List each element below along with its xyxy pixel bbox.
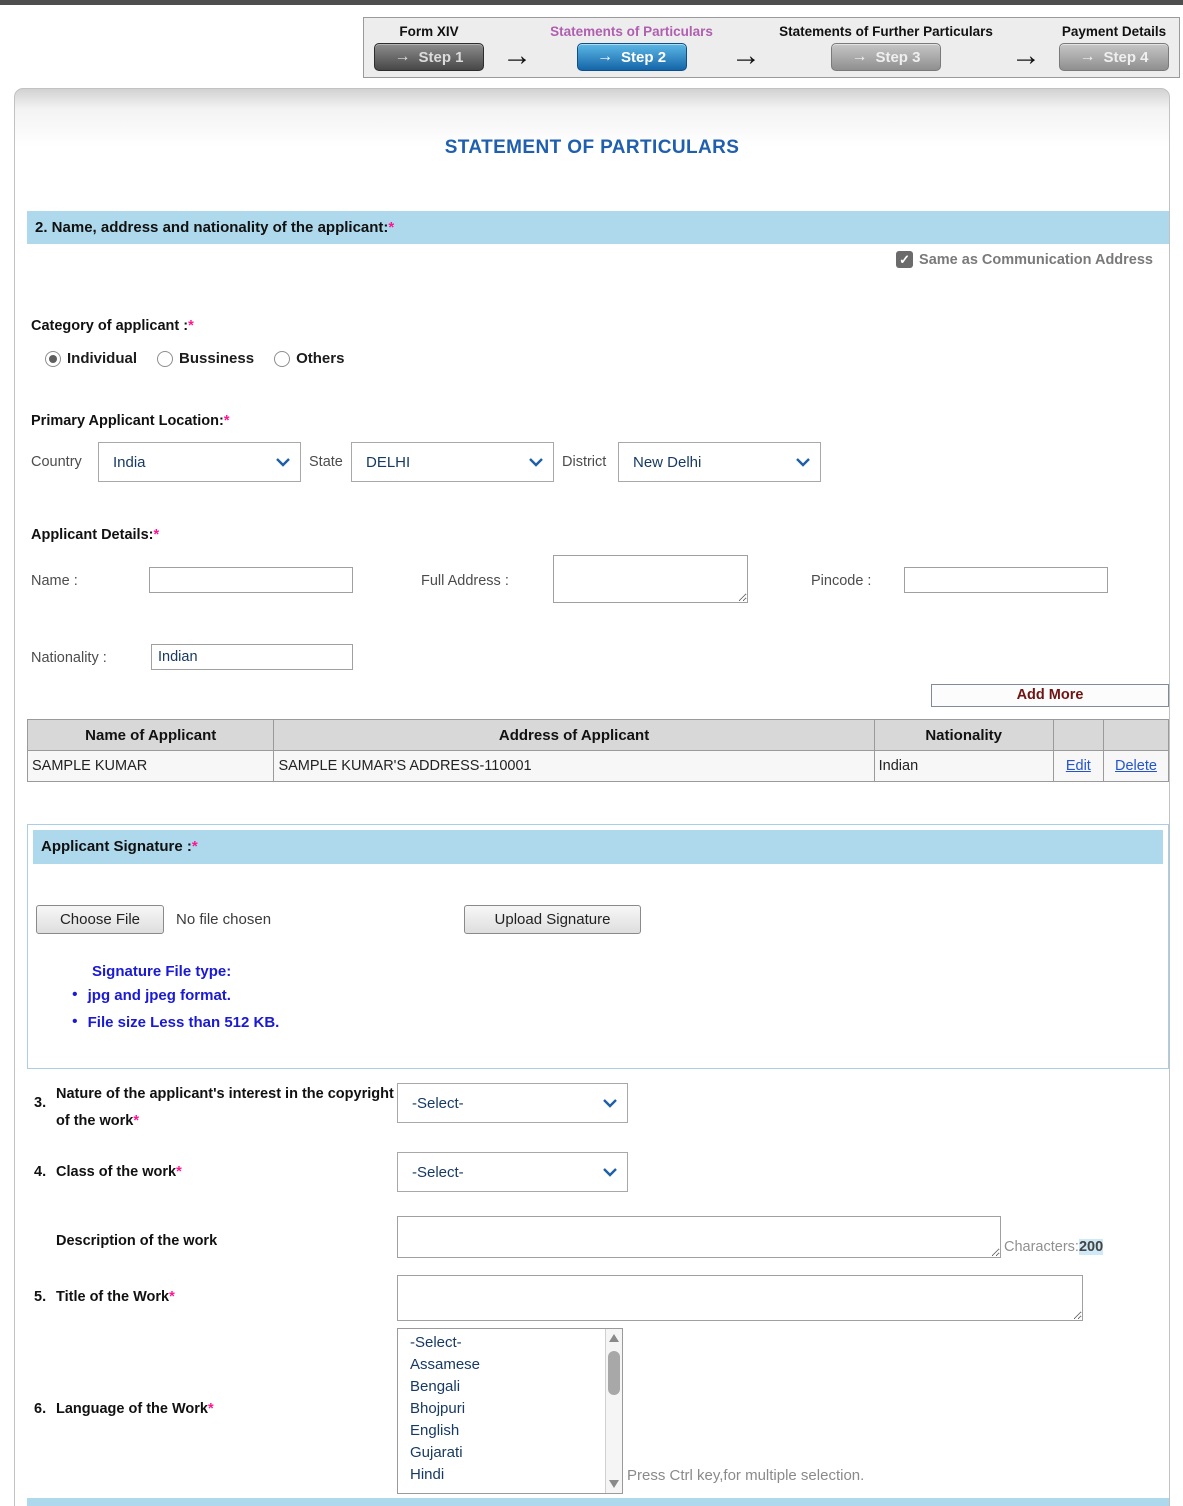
form-panel <box>14 88 1170 1506</box>
class-of-work-select-value: -Select- <box>412 1163 464 1181</box>
radio-others-label: Others <box>296 350 345 367</box>
chevron-down-icon <box>276 458 290 467</box>
delete-link[interactable]: Delete <box>1115 758 1157 774</box>
details-label-text: Applicant Details: <box>31 527 154 543</box>
listbox-scrollbar[interactable] <box>605 1329 622 1493</box>
signature-header-text: Applicant Signature : <box>41 838 192 855</box>
item4-label-text: Class of the work <box>56 1164 177 1180</box>
location-label <box>31 413 229 429</box>
name-input[interactable] <box>149 567 353 593</box>
item3-number: 3. <box>34 1095 47 1111</box>
step-2-button[interactable] <box>577 43 687 71</box>
required-asterisk: * <box>176 1164 182 1180</box>
state-select-value: DELHI <box>366 453 411 471</box>
col-nationality-header: Nationality <box>874 720 1053 751</box>
arrow-icon: → <box>851 48 868 65</box>
step-2-title: Statements of Particulars <box>550 24 713 39</box>
col-delete-header <box>1103 720 1168 751</box>
same-as-communication-label: Same as Communication Address <box>919 251 1153 268</box>
state-select[interactable] <box>351 442 554 482</box>
bullet-icon: • <box>72 1013 78 1030</box>
step-4-title: Payment Details <box>1061 24 1167 39</box>
same-as-communication <box>896 251 1153 268</box>
multi-select-hint: Press Ctrl key,for multiple selection. <box>627 1467 865 1484</box>
pincode-label: Pincode : <box>811 573 872 589</box>
check-icon: ✓ <box>899 251 910 267</box>
arrow-icon: → <box>597 48 614 65</box>
country-select-value: India <box>113 453 146 471</box>
signature-header <box>33 830 1163 864</box>
section-2-header-text: 2. Name, address and nationality of the applicant: <box>35 219 389 236</box>
next-section-header-partial <box>27 1498 1169 1506</box>
stepper <box>363 17 1180 78</box>
location-label-text: Primary Applicant Location: <box>31 413 224 429</box>
step-group-1 <box>374 21 484 71</box>
characters-label: Characters: <box>1004 1239 1079 1255</box>
characters-counter <box>1004 1239 1103 1255</box>
chevron-down-icon <box>796 458 810 467</box>
chevron-down-icon <box>603 1099 617 1108</box>
title-of-work-textarea[interactable] <box>397 1275 1083 1321</box>
country-label: Country <box>31 454 82 470</box>
signature-bullet-1 <box>72 986 231 1004</box>
item3-label-text: Nature of the applicant's interest in the copyright of the work <box>56 1086 394 1129</box>
arrow-icon: → <box>731 39 761 72</box>
radio-others[interactable] <box>274 350 344 367</box>
step-1-button[interactable] <box>374 43 484 71</box>
applicants-table <box>27 719 1169 782</box>
radio-unselected-icon <box>157 351 173 367</box>
district-select-value: New Delhi <box>633 453 702 471</box>
scroll-up-icon[interactable] <box>609 1334 619 1342</box>
district-select[interactable] <box>618 442 821 482</box>
top-border-bar <box>0 0 1183 5</box>
item5-label-text: Title of the Work <box>56 1289 170 1305</box>
radio-individual[interactable] <box>45 350 137 367</box>
signature-bullet-2 <box>72 1013 279 1031</box>
step-4-button[interactable] <box>1059 43 1169 71</box>
step-group-2 <box>550 21 713 71</box>
col-edit-header <box>1053 720 1103 751</box>
required-asterisk: * <box>208 1401 214 1417</box>
district-label: District <box>562 454 607 470</box>
characters-count: 200 <box>1078 1239 1104 1255</box>
arrow-icon: → <box>502 39 533 72</box>
col-name-header: Name of Applicant <box>28 720 274 751</box>
state-label: State <box>309 454 343 470</box>
step-group-4 <box>1059 21 1169 71</box>
item4-number: 4. <box>34 1164 47 1180</box>
choose-file-button[interactable]: Choose File <box>36 905 164 934</box>
required-asterisk: * <box>133 1113 139 1129</box>
full-address-textarea[interactable] <box>553 555 748 603</box>
language-listbox[interactable] <box>397 1328 623 1494</box>
step-4-button-label: Step 4 <box>1103 48 1149 66</box>
pincode-input[interactable] <box>904 567 1108 593</box>
description-label: Description of the work <box>56 1233 218 1249</box>
applicant-address-cell: SAMPLE KUMAR'S ADDRESS-110001 <box>274 751 874 782</box>
step-3-button-label: Step 3 <box>875 48 921 66</box>
step-2-button-label: Step 2 <box>621 48 667 66</box>
applicant-name-cell: SAMPLE KUMAR <box>28 751 274 782</box>
item6-label-text: Language of the Work <box>56 1401 208 1417</box>
interest-select[interactable] <box>397 1083 628 1123</box>
bullet-icon: • <box>72 986 78 1003</box>
language-options <box>398 1332 605 1486</box>
step-1-title: Form XIV <box>399 24 459 39</box>
signature-bullet-2-text: File size Less than 512 KB. <box>87 1013 280 1031</box>
radio-selected-icon <box>45 351 61 367</box>
signature-section <box>27 824 1169 1069</box>
radio-bussiness[interactable] <box>157 350 254 367</box>
signature-file-type-title: Signature File type: <box>92 963 232 980</box>
arrow-icon: → <box>1010 39 1041 72</box>
language-option[interactable]: -Select- <box>410 1334 462 1351</box>
arrow-icon: → <box>394 48 411 65</box>
col-address-header: Address of Applicant <box>274 720 874 751</box>
section-2-header <box>27 211 1169 244</box>
item5-label <box>56 1289 175 1305</box>
language-option[interactable]: Bhojpuri <box>410 1400 466 1417</box>
item6-label <box>56 1401 214 1417</box>
required-asterisk: * <box>169 1289 175 1305</box>
upload-signature-button[interactable]: Upload Signature <box>464 905 641 934</box>
edit-link[interactable]: Edit <box>1065 758 1091 774</box>
table-header-row <box>28 720 1169 751</box>
signature-bullet-1-text: jpg and jpeg format. <box>87 986 231 1004</box>
scrollbar-thumb[interactable] <box>608 1351 620 1395</box>
required-asterisk: * <box>223 413 230 429</box>
arrow-icon: → <box>1079 48 1096 65</box>
nationality-input[interactable] <box>151 644 353 670</box>
step-3-button[interactable] <box>831 43 941 71</box>
step-3-title: Statements of Further Particulars <box>779 24 993 39</box>
name-label: Name : <box>31 573 78 589</box>
applicant-nationality-cell: Indian <box>874 751 1053 782</box>
language-option[interactable]: Hindi <box>410 1466 445 1483</box>
required-asterisk: * <box>188 318 194 334</box>
add-more-button[interactable]: Add More <box>931 684 1169 707</box>
details-label <box>31 527 159 543</box>
item4-label <box>56 1164 182 1180</box>
chevron-down-icon <box>603 1168 617 1177</box>
item5-number: 5. <box>34 1289 47 1305</box>
required-asterisk: * <box>153 527 160 543</box>
page-title: STATEMENT OF PARTICULARS <box>444 137 740 158</box>
item3-label <box>56 1081 401 1135</box>
scroll-down-icon[interactable] <box>609 1480 619 1488</box>
required-asterisk: * <box>388 219 395 236</box>
full-address-label: Full Address : <box>421 573 509 589</box>
table-row <box>28 751 1169 782</box>
radio-individual-label: Individual <box>67 350 138 367</box>
chevron-down-icon <box>529 458 543 467</box>
nationality-label: Nationality : <box>31 650 107 666</box>
language-option[interactable]: Gujarati <box>410 1444 463 1461</box>
language-option[interactable]: Assamese <box>410 1356 481 1373</box>
class-of-work-select[interactable] <box>397 1152 628 1192</box>
category-label-text: Category of applicant : <box>31 318 189 334</box>
interest-select-value: -Select- <box>412 1094 464 1112</box>
no-file-chosen-text: No file chosen <box>176 911 272 928</box>
country-select[interactable] <box>98 442 301 482</box>
item6-number: 6. <box>34 1401 47 1417</box>
same-as-communication-checkbox[interactable] <box>896 251 913 268</box>
radio-bussiness-label: Bussiness <box>179 350 255 367</box>
required-asterisk: * <box>191 838 198 855</box>
step-1-button-label: Step 1 <box>418 48 464 66</box>
radio-unselected-icon <box>274 351 290 367</box>
language-option[interactable]: Bengali <box>410 1378 461 1395</box>
language-option[interactable]: English <box>410 1422 460 1439</box>
category-label <box>31 318 194 334</box>
step-group-3 <box>779 21 993 71</box>
description-textarea[interactable] <box>397 1216 1001 1258</box>
category-radio-group <box>45 350 344 367</box>
